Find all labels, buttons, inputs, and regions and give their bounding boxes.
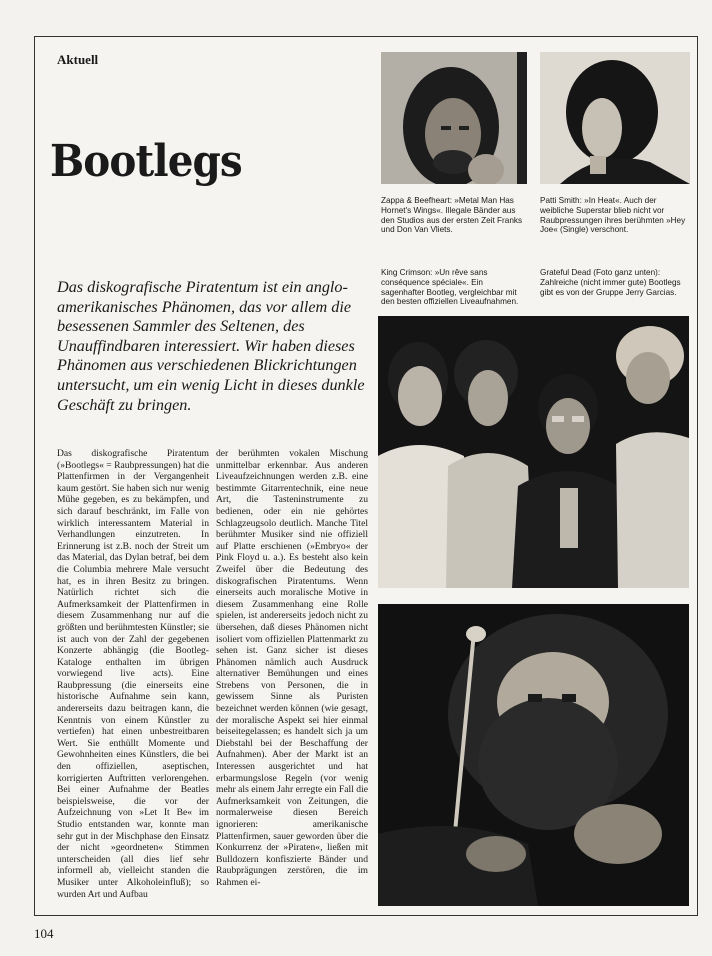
caption-grateful-dead: Grateful Dead (Foto ganz unten): Zahlreiche (nicht immer gute) Bootlegs gibt es von der Gruppe Jerry Garcias. (540, 268, 681, 297)
caption-king-crimson: King Crimson: »Un rêve sans conséquence spéciale«. Ein sagenhafter Bootleg, vergleichbar mit den besten offiziellen Liveaufnahmen. (381, 268, 519, 307)
body-column-1: Das diskografische Piratentum (»Bootlegs« = Raubpressungen) hat die Plattenfirmen in der Vergangenheit kaum gestört. Sie haben sich nur wenig Mühe gegeben, es zu bekämpfen, und sich darauf beschränkt, im Falle von wirklich interessantem Material in Verhandlungen einzutreten. In Erinnerung ist z.B. noch der Streit um das Material, das Dylan betraf, bei dem die Columbia mehrere Male versucht hat, es in ihren Besitz zu bringen. Natürlich richtet sich die Aufmerksamkeit der Plattenfirmen in diesem Zusammenhang nur auf die größten und berühmtesten Künstler; sie ist auch von der Zahl der gegebenen Konzerte abhängig (die Bootleg-Kataloge enthalten im übrigen vorwiegend live acts). Eine Raubpressung (die einerseits eine historische Aufnahme sein kann, andererseits dazu beitragen kann, die Kenntnis von einem Künstler zu vertiefen) hat einen unbestreitbaren Wert. Sie enthüllt Momente und Gewohnheiten eines Künstlers, die bei den offiziellen, aseptischen, korrigierten Auftritten verlorengehen. Bei einer Aufnahme der Beatles beispielsweise, die vor der Aufzeichnung von »Let It Be« im Studio entstanden war, konnte man sehr gut in der Mischphase den Einsatz der nicht »geordneten« Stimmen unterscheiden (all dies lief sehr informell ab, vielleicht standen die Musiker unter Alkoholeinfluß); so wurden Art und Aufbau (57, 448, 209, 900)
photo-king-crimson (378, 316, 689, 588)
caption-patti-smith: Patti Smith: »In Heat«. Auch der weibliche Superstar blieb nicht vor Raubpressungen ihres berühmten »Hey Joe« (Single) verschont. (540, 196, 686, 235)
body-column-2: der berühmten vokalen Mischung unmittelbar erkennbar. Aus anderen Liveaufzeichnungen werden z.B. eine bestimmte Gitarrentechnik, eine neue Art, die Tasteninstrumente zu bedienen, oder ein nie gehörtes Schlagzeugsolo deutlich. Manche Titel berühmter Musiker sind nie offiziell auf Platte erschienen (»Embryo« der Pink Floyd u. a.). Es besteht also kein Zweifel über die Bedeutung des diskografischen Piratentums. Wenn einerseits auch moralische Motive in diesem Zusammenhang eine Rolle spielen, ist andererseits jedoch nicht zu übersehen, daß dieses Phänomen nicht isoliert vom offiziellen Plattenmarkt zu sehen ist. Ganz sicher ist dieses Phänomen nämlich auch Ausdruck alternativer Bemühungen und eines Strebens von Personen, die in gewissem Sinne als Puristen bezeichnet werden können (wie gesagt, der moralische Aspekt sei hier einmal beiseitegelassen; es handelt sich ja um Diebstahl bei der Beschaffung der Aufnahmen). Aber der Markt ist an Interessen ausgerichtet und hat erbarmungslose Regeln (vor wenig mehr als einem Jahr erregte ein Fall die Aufmerksamkeit von Zeitungen, die normalerweise diesen Bereich ignorieren: amerikanische Plattenfirmen, sauer geworden über die Konkurrenz der »Piraten«, ließen mit Bulldozern konfiszierte Bänder und Raubprägungen zerstören, die im Rahmen ei- (216, 448, 368, 888)
photo-grateful-dead (378, 604, 689, 906)
page-number: 104 (34, 926, 54, 941)
photo-zappa (381, 52, 527, 184)
section-label: Aktuell (57, 52, 99, 67)
article-title: Bootlegs (50, 136, 242, 187)
caption-zappa: Zappa & Beefheart: »Metal Man Has Hornet's Wings«. Illegale Bänder aus den Studios aus der ersten Zeit Franks und Don Van Vliets. (381, 196, 523, 235)
photo-patti-smith (540, 52, 690, 184)
lead-paragraph: Das diskografische Piratentum ist ein anglo-amerikanisches Phänomen, das vor allem die besessenen Sammler des Seltenen, des Unauffindbaren interessiert. Wir haben dieses Phänomen aus verschiedenen Blickrichtungen untersucht, um ein wenig Licht in dieses dunkle Geschäft zu bringen. (57, 278, 365, 414)
